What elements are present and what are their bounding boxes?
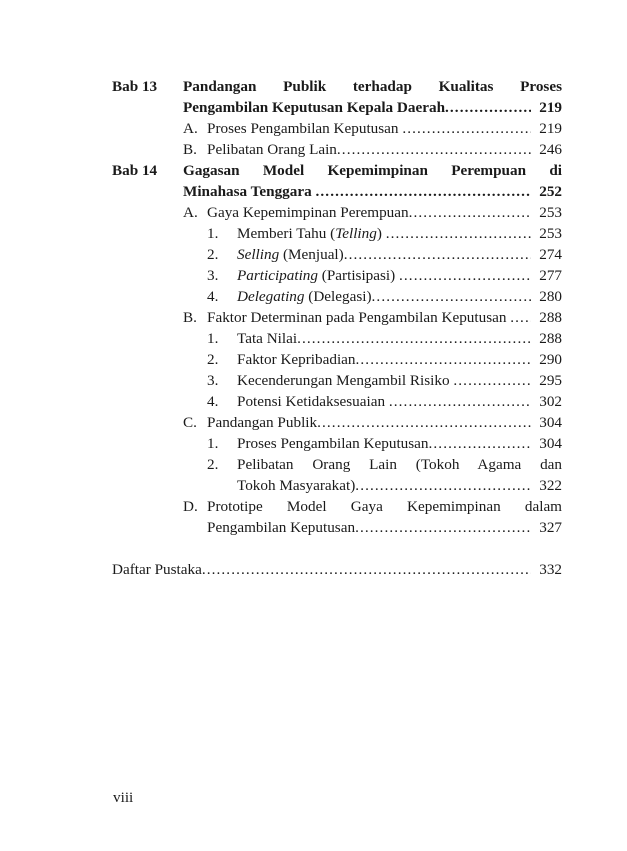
toc-entry[interactable] bbox=[112, 412, 562, 433]
toc-entry[interactable] bbox=[112, 139, 562, 160]
toc-entry-wrap-line: Pandangan Publik terhadap Kualitas Proses bbox=[183, 78, 562, 95]
toc-entry-body bbox=[112, 559, 562, 580]
toc-entry-last-line bbox=[183, 181, 562, 202]
toc-entry-last-line bbox=[207, 517, 562, 538]
toc-page-number: 322 bbox=[539, 477, 562, 494]
toc-entry-label: 2. bbox=[207, 351, 219, 368]
toc-entry-last-line bbox=[112, 559, 562, 580]
toc-entry-label: 3. bbox=[207, 372, 219, 389]
page-folio: viii bbox=[113, 789, 134, 806]
toc-entry-title: Proses Pengambilan Keputusan bbox=[207, 120, 403, 137]
toc-entry-body bbox=[237, 391, 562, 412]
toc-entry-last-line bbox=[207, 118, 562, 139]
toc-entry-label: B. bbox=[183, 309, 197, 326]
toc-page-number: 302 bbox=[539, 393, 562, 410]
toc-entry-label: Bab 13 bbox=[112, 78, 158, 95]
toc-page-number: 246 bbox=[539, 141, 562, 158]
toc-entry-body bbox=[207, 202, 562, 223]
toc-entry[interactable] bbox=[112, 265, 562, 286]
toc-page-number: 304 bbox=[539, 435, 562, 452]
toc-entry-last-line bbox=[237, 286, 562, 307]
toc-entry-body bbox=[207, 307, 562, 328]
toc-entry-last-line bbox=[237, 391, 562, 412]
toc-entry-body bbox=[183, 160, 562, 202]
toc-entry-last-line bbox=[207, 139, 562, 160]
toc-entry-title: Gaya Kepemimpinan Perempuan bbox=[207, 204, 409, 221]
toc-leader-dots bbox=[316, 181, 532, 202]
toc-entry-title: Faktor Determinan pada Pengambilan Keputusan bbox=[207, 309, 511, 326]
toc-entry[interactable] bbox=[112, 349, 562, 370]
toc-entry[interactable] bbox=[112, 433, 562, 454]
toc-leader-dots bbox=[389, 391, 531, 412]
toc-entry-last-line bbox=[237, 223, 562, 244]
toc-entry-label: C. bbox=[183, 414, 197, 431]
toc-entry[interactable] bbox=[112, 76, 562, 118]
toc-entry-body bbox=[207, 496, 562, 538]
toc-entry-body bbox=[237, 286, 562, 307]
toc-page-number: 332 bbox=[539, 561, 562, 578]
toc-leader-dots bbox=[355, 475, 531, 496]
toc-leader-dots bbox=[386, 223, 531, 244]
toc-entry-title: Pelibatan Orang Lain bbox=[207, 141, 337, 158]
toc-entry-last-line bbox=[237, 349, 562, 370]
toc-page-number: 288 bbox=[539, 330, 562, 347]
toc-entry-title: Kecenderungan Mengambil Risiko bbox=[237, 372, 454, 389]
toc-entry-body bbox=[237, 454, 562, 496]
toc-entry-label: 1. bbox=[207, 435, 219, 452]
toc-entry-last-line bbox=[237, 244, 562, 265]
toc-leader-dots bbox=[429, 433, 531, 454]
toc-page-number: 280 bbox=[539, 288, 562, 305]
toc-entry-last-line bbox=[207, 307, 562, 328]
toc-page-number: 290 bbox=[539, 351, 562, 368]
toc-entry-title: Pengambilan Keputusan Kepala Daerah bbox=[183, 99, 446, 116]
toc-entry-title: Memberi Tahu (Telling) bbox=[237, 225, 386, 242]
toc-entry-label: 3. bbox=[207, 267, 219, 284]
toc-page-number: 219 bbox=[539, 99, 562, 116]
table-of-contents bbox=[112, 76, 562, 580]
toc-leader-dots bbox=[202, 559, 531, 580]
toc-entry-title: Participating (Partisipasi) bbox=[237, 267, 399, 284]
toc-entry-title: Potensi Ketidaksesuaian bbox=[237, 393, 389, 410]
toc-entry-label: 4. bbox=[207, 393, 219, 410]
toc-entry-title: Daftar Pustaka bbox=[112, 561, 202, 578]
toc-entry-last-line bbox=[207, 202, 562, 223]
toc-entry-title: Pengambilan Keputusan bbox=[207, 519, 356, 536]
toc-entry-body bbox=[237, 328, 562, 349]
toc-entry-label: 4. bbox=[207, 288, 219, 305]
toc-entry-body bbox=[237, 244, 562, 265]
toc-entry-body bbox=[237, 265, 562, 286]
toc-entry-last-line bbox=[183, 97, 562, 118]
toc-entry-body bbox=[237, 349, 562, 370]
toc-page-number: 274 bbox=[539, 246, 562, 263]
toc-entry-label: B. bbox=[183, 141, 197, 158]
toc-entry[interactable] bbox=[112, 307, 562, 328]
toc-entry-last-line bbox=[237, 265, 562, 286]
toc-entry-title: Minahasa Tenggara bbox=[183, 183, 316, 200]
toc-entry-label: Bab 14 bbox=[112, 162, 158, 179]
toc-entry-body bbox=[237, 433, 562, 454]
toc-page-number: 219 bbox=[539, 120, 562, 137]
toc-entry-last-line bbox=[237, 475, 562, 496]
toc-entry-wrap-line: Prototipe Model Gaya Kepemimpinan dalam bbox=[207, 498, 562, 515]
toc-entry-label: 1. bbox=[207, 225, 219, 242]
toc-leader-dots bbox=[445, 97, 531, 118]
toc-leader-dots bbox=[399, 265, 531, 286]
toc-leader-dots bbox=[409, 202, 531, 223]
toc-entry-title: Pandangan Publik bbox=[207, 414, 318, 431]
toc-entry-title: Proses Pengambilan Keputusan bbox=[237, 435, 429, 452]
toc-entry-label: 1. bbox=[207, 330, 219, 347]
toc-entry-body bbox=[237, 223, 562, 244]
toc-leader-dots bbox=[337, 139, 531, 160]
toc-leader-dots bbox=[344, 244, 531, 265]
toc-entry-last-line bbox=[207, 412, 562, 433]
toc-page-number: 277 bbox=[539, 267, 562, 284]
toc-page-number: 304 bbox=[539, 414, 562, 431]
toc-entry[interactable] bbox=[112, 223, 562, 244]
toc-entry-title: Selling (Menjual) bbox=[237, 246, 344, 263]
toc-entry-body bbox=[207, 118, 562, 139]
toc-entry-body bbox=[237, 370, 562, 391]
toc-entry-last-line bbox=[237, 433, 562, 454]
toc-page-number: 253 bbox=[539, 204, 562, 221]
toc-leader-dots bbox=[453, 370, 531, 391]
toc-entry[interactable] bbox=[112, 454, 562, 496]
toc-entry[interactable] bbox=[112, 202, 562, 223]
toc-leader-dots bbox=[372, 286, 531, 307]
toc-entry-wrap-line: Gagasan Model Kepemimpinan Perempuan di bbox=[183, 162, 562, 179]
toc-entry[interactable] bbox=[112, 286, 562, 307]
toc-leader-dots bbox=[510, 307, 531, 328]
toc-leader-dots bbox=[355, 517, 531, 538]
toc-entry-body bbox=[183, 76, 562, 118]
toc-entry-label: 2. bbox=[207, 246, 219, 263]
toc-page-number: 253 bbox=[539, 225, 562, 242]
toc-page-number: 288 bbox=[539, 309, 562, 326]
toc-page-number: 295 bbox=[539, 372, 562, 389]
toc-entry-title: Tata Nilai bbox=[237, 330, 298, 347]
toc-entry-last-line bbox=[237, 328, 562, 349]
toc-entry-title: Faktor Kepribadian bbox=[237, 351, 356, 368]
toc-entry-label: D. bbox=[183, 498, 198, 515]
toc-entry-last-line bbox=[237, 370, 562, 391]
toc-page-number: 327 bbox=[539, 519, 562, 536]
toc-entry[interactable] bbox=[112, 244, 562, 265]
toc-entry[interactable] bbox=[112, 370, 562, 391]
toc-entry[interactable] bbox=[112, 160, 562, 202]
toc-entry[interactable] bbox=[112, 118, 562, 139]
toc-entry-label: A. bbox=[183, 204, 198, 221]
toc-entry-body bbox=[207, 412, 562, 433]
toc-entry[interactable] bbox=[112, 559, 562, 580]
toc-entry-label: 2. bbox=[207, 456, 219, 473]
toc-entry-label: A. bbox=[183, 120, 198, 137]
toc-leader-dots bbox=[402, 118, 531, 139]
toc-entry[interactable] bbox=[112, 391, 562, 412]
toc-leader-dots bbox=[356, 349, 531, 370]
toc-page-number: 252 bbox=[539, 183, 562, 200]
toc-entry-title: Tokoh Masyarakat) bbox=[237, 477, 356, 494]
toc-entry-title: Delegating (Delegasi) bbox=[237, 288, 372, 305]
toc-entry[interactable] bbox=[112, 328, 562, 349]
toc-leader-dots bbox=[297, 328, 531, 349]
toc-leader-dots bbox=[317, 412, 531, 433]
toc-entry[interactable] bbox=[112, 496, 562, 538]
toc-entry-wrap-line: Pelibatan Orang Lain (Tokoh Agama dan bbox=[237, 456, 562, 473]
toc-entry-body bbox=[207, 139, 562, 160]
